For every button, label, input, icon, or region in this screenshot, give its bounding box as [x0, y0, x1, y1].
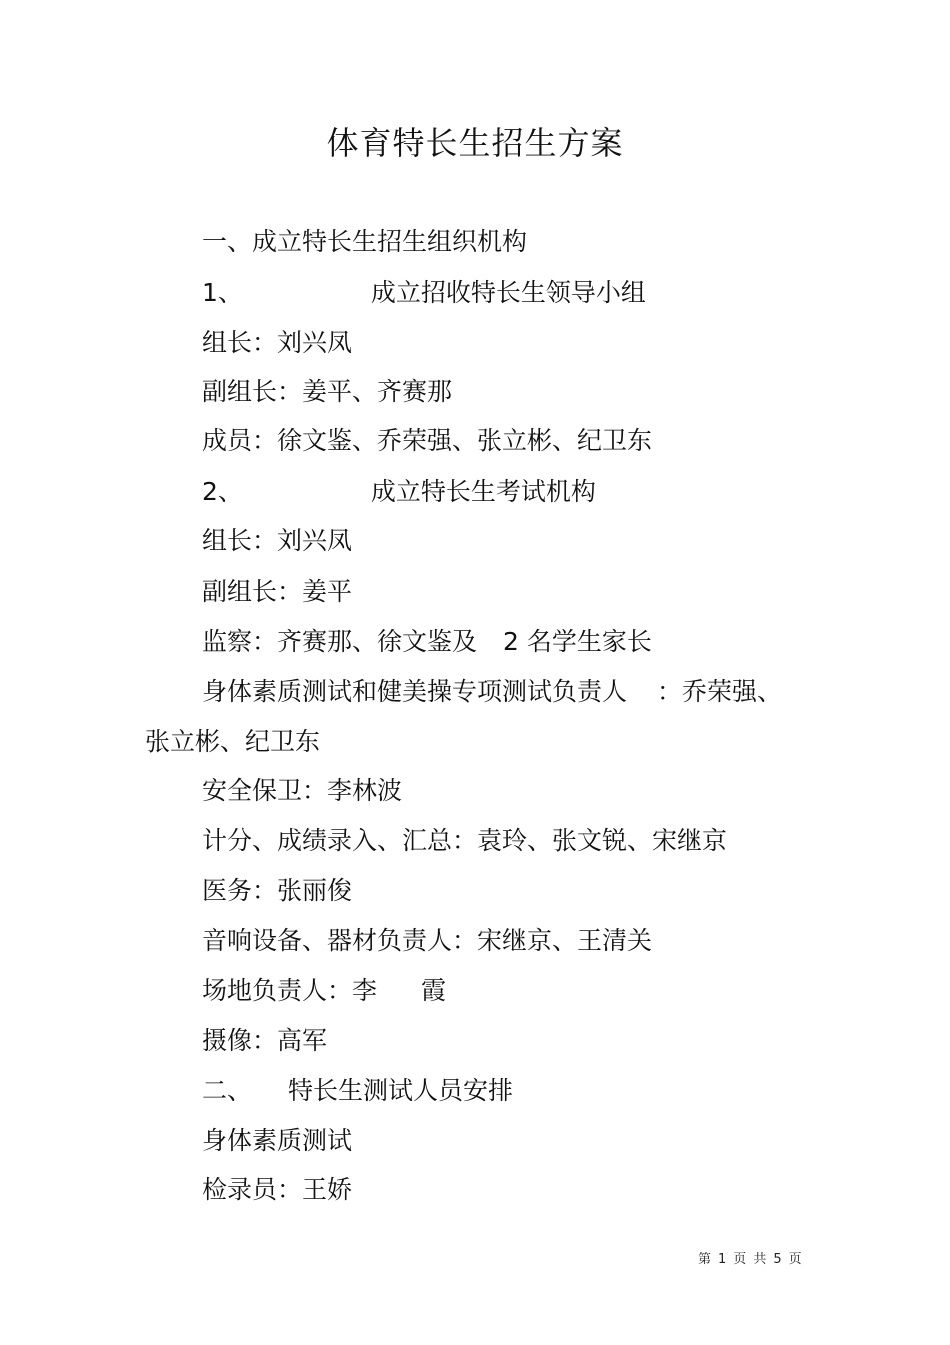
text-line: 场地负责人：李 霞: [202, 976, 447, 1005]
section-heading-1: 一、成立特长生招生组织机构: [202, 227, 528, 256]
text-line: 组长：刘兴凤: [202, 328, 353, 357]
section-title: 特长生测试人员安排: [288, 1076, 514, 1105]
subsection-number: 2、: [202, 477, 243, 506]
text-line: 摄像：高军: [202, 1026, 328, 1055]
text-line: 监察：齐赛那、徐文鉴及 2 名学生家长: [202, 627, 652, 656]
text-line: 身体素质测试和健美操专项测试负责人 ：乔荣强、: [202, 677, 783, 706]
text-line: 身体素质测试: [202, 1126, 353, 1155]
current-page-number: 1: [718, 1252, 727, 1267]
text-line: 医务：张丽俊: [202, 876, 353, 905]
subsection-number: 1、: [202, 278, 243, 307]
text-line: 安全保卫：李林波: [202, 776, 403, 805]
subsection-heading-1: [202, 276, 646, 310]
subsection-title: 成立特长生考试机构: [370, 477, 596, 506]
section-heading-2: [202, 1074, 513, 1108]
text-line: 检录员：王娇: [202, 1175, 353, 1204]
total-pages-number: 5: [773, 1252, 782, 1267]
subsection-title: 成立招收特长生领导小组: [370, 278, 646, 307]
text-line: 副组长：姜平: [202, 577, 353, 606]
section-number: 二、: [202, 1076, 253, 1105]
text-line: 音响设备、器材负责人：宋继京、王清关: [202, 926, 653, 955]
text-line: 成员：徐文鉴、乔荣强、张立彬、纪卫东: [202, 426, 653, 455]
document-title: 体育特长生招生方案: [326, 124, 624, 162]
text-line: 副组长：姜平、齐赛那: [202, 377, 453, 406]
page-number-footer: 第 1 页 共 5 页: [698, 1252, 802, 1267]
subsection-heading-2: [202, 475, 596, 509]
text-line: 组长：刘兴凤: [202, 526, 353, 555]
text-line-continuation: 张立彬、纪卫东: [145, 727, 321, 756]
text-line: 计分、成绩录入、汇总：袁玲、张文锐、宋继京: [202, 826, 728, 855]
